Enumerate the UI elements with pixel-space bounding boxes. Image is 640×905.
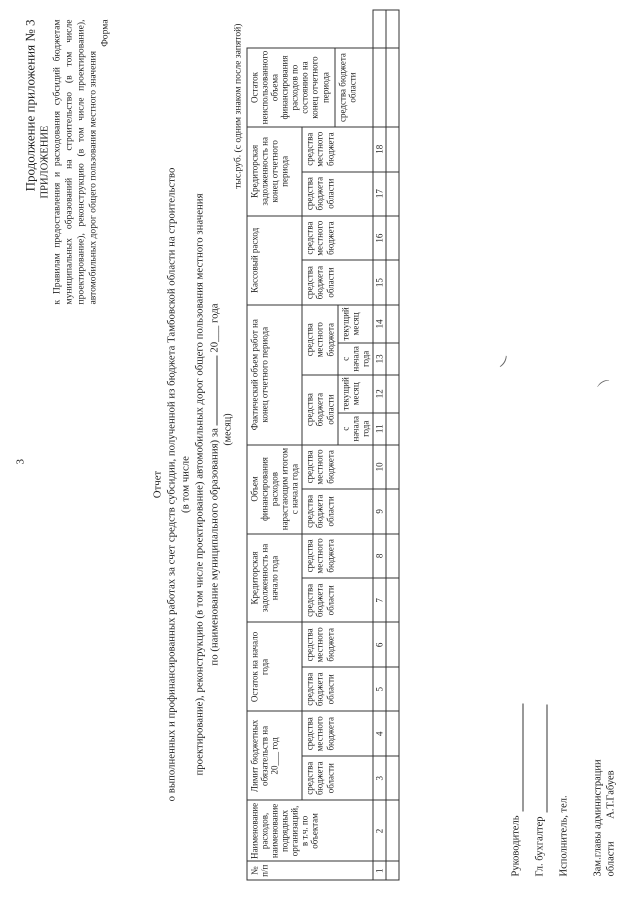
column-numbers-row xyxy=(373,10,386,880)
footer-signer: А.Т.Габуев xyxy=(605,770,617,819)
appendix-continuation: Продолжение приложения № 3 xyxy=(22,19,38,192)
sub-credit-loc: средства местного бюджета xyxy=(302,534,372,579)
header-cash: Кассовый расход xyxy=(247,216,302,305)
report-title xyxy=(151,165,235,805)
appendix-block xyxy=(23,20,112,305)
report-title-line2: проектирование), реконструкцию (в том числе проектирование) автомобильных дорог общего пользования местного значения xyxy=(193,193,206,776)
sub-fin-loc: средства местного бюджета xyxy=(302,445,372,490)
signature-executor xyxy=(559,795,572,876)
header-unused-text: Остаток неиспользованного объема финансирования расходов по состоянию на конец отчетного периода xyxy=(249,50,331,125)
month-caption: (месяц) xyxy=(222,413,234,446)
footer-area: области xyxy=(605,841,617,877)
header-limit: Лимит бюджетных обязательств на 20___ год xyxy=(247,711,302,800)
sub-credit-end-reg: средства бюджета области xyxy=(302,172,372,216)
report-table xyxy=(247,10,400,881)
signature-head-label: Руководитель xyxy=(510,815,522,877)
sub-limit-reg: средства бюджета области xyxy=(302,756,372,800)
col-number: 18 xyxy=(373,127,386,172)
header-fact: Фактический объем работ на конец отчетного периода xyxy=(247,305,302,445)
form-label: Форма xyxy=(99,19,111,47)
footer-position-line2 xyxy=(605,759,618,876)
footer-block xyxy=(593,759,618,876)
page-number: 3 xyxy=(14,459,27,465)
header-name: Наименование расходов, наименование подрядных организаций, в т.ч. по объектам xyxy=(247,800,373,861)
col-number: 3 xyxy=(373,756,386,800)
sub-fact-loc: средства местного бюджета xyxy=(302,305,337,375)
report-title-word: Отчет xyxy=(151,470,164,499)
col-number: 12 xyxy=(373,375,386,413)
col-number: 5 xyxy=(373,667,386,711)
report-title-year: 20___ года xyxy=(208,303,221,353)
header-num: № п/п xyxy=(247,861,373,880)
header-unused xyxy=(247,48,373,127)
col-number: 7 xyxy=(373,578,386,622)
col-number: 16 xyxy=(373,216,386,261)
signature-accountant xyxy=(535,704,548,876)
sub-credit-end-loc: средства местного бюджета xyxy=(302,127,372,172)
col-number: 15 xyxy=(373,260,386,304)
report-title-line3 xyxy=(208,165,222,805)
footer-position: Зам.главы администрации xyxy=(592,759,604,877)
signature-head xyxy=(511,704,524,877)
header-credit-end: Кредиторская задолженность на конец отчетного периода xyxy=(247,127,302,216)
month-blank xyxy=(217,355,218,425)
report-title-line3-pre: по (наименование муниципального образования) за xyxy=(208,428,221,666)
header-financing: Объем финансирования расходов нарастающим итогом с начала года xyxy=(247,445,302,534)
sub-cash-reg: средства бюджета области xyxy=(302,260,372,304)
signature-accountant-label: Гл. бухгалтер xyxy=(534,816,546,877)
pen-mark: ⌒ xyxy=(596,378,617,399)
sub-fact-reg-month: текущий месяц xyxy=(338,375,373,413)
units-note: тыс.руб. (с одним знаком после запятой) xyxy=(232,23,244,189)
sub-rest-reg: средства бюджета области xyxy=(302,667,372,711)
header-credit: Кредиторская задолженность на начало года xyxy=(247,534,302,623)
table-row xyxy=(386,10,399,880)
col-number: 1 xyxy=(373,861,386,880)
sub-fact-reg-start: с начала года xyxy=(338,413,373,445)
col-number: 4 xyxy=(373,711,386,756)
signature-line xyxy=(522,704,523,812)
col-number xyxy=(373,10,386,48)
header-unused-sub: средства бюджета области xyxy=(334,49,357,127)
col-number: 2 xyxy=(373,800,386,861)
col-number: 8 xyxy=(373,534,386,579)
sub-fact-loc-month: текущий месяц xyxy=(338,305,373,343)
sub-fact-reg: средства бюджета области xyxy=(302,375,337,445)
sub-fact-loc-start: с начала года xyxy=(338,343,373,375)
col-number: 11 xyxy=(373,413,386,445)
col-number: 9 xyxy=(373,489,386,533)
pen-mark: ‿ xyxy=(489,350,509,368)
col-number: 10 xyxy=(373,445,386,490)
col-number: 6 xyxy=(373,622,386,667)
col-number xyxy=(373,48,386,127)
sub-fin-reg: средства бюджета области xyxy=(302,489,372,533)
header-rest: Остаток на начало года xyxy=(247,622,302,711)
sub-rest-loc: средства местного бюджета xyxy=(302,622,372,667)
appendix-heading: ПРИЛОЖЕНИЕ xyxy=(39,125,51,199)
signature-line xyxy=(546,704,547,812)
col-number: 14 xyxy=(373,305,386,343)
appendix-text: к Правилам предоставления и расходования субсидий бюджетам муниципальных образований на строительство (в том числе проектирование), реконструкцию (в том числе проектирование), автомобильных дорог общего пользования местного значения xyxy=(51,19,99,305)
sub-limit-loc: средства местного бюджета xyxy=(302,711,372,756)
report-title-line1: о выполненных и профинансированных работах за счет средств субсидии, полученной из бюджета Тамбовской области на строительство (в том числе xyxy=(165,167,192,802)
signature-executor-label: Исполнитель, тел. xyxy=(558,795,570,877)
sub-cash-loc: средства местного бюджета xyxy=(302,216,372,261)
document-sheet xyxy=(11,10,631,895)
col-number: 13 xyxy=(373,343,386,375)
col-number: 17 xyxy=(373,172,386,216)
sub-credit-reg: средства бюджета области xyxy=(302,578,372,622)
